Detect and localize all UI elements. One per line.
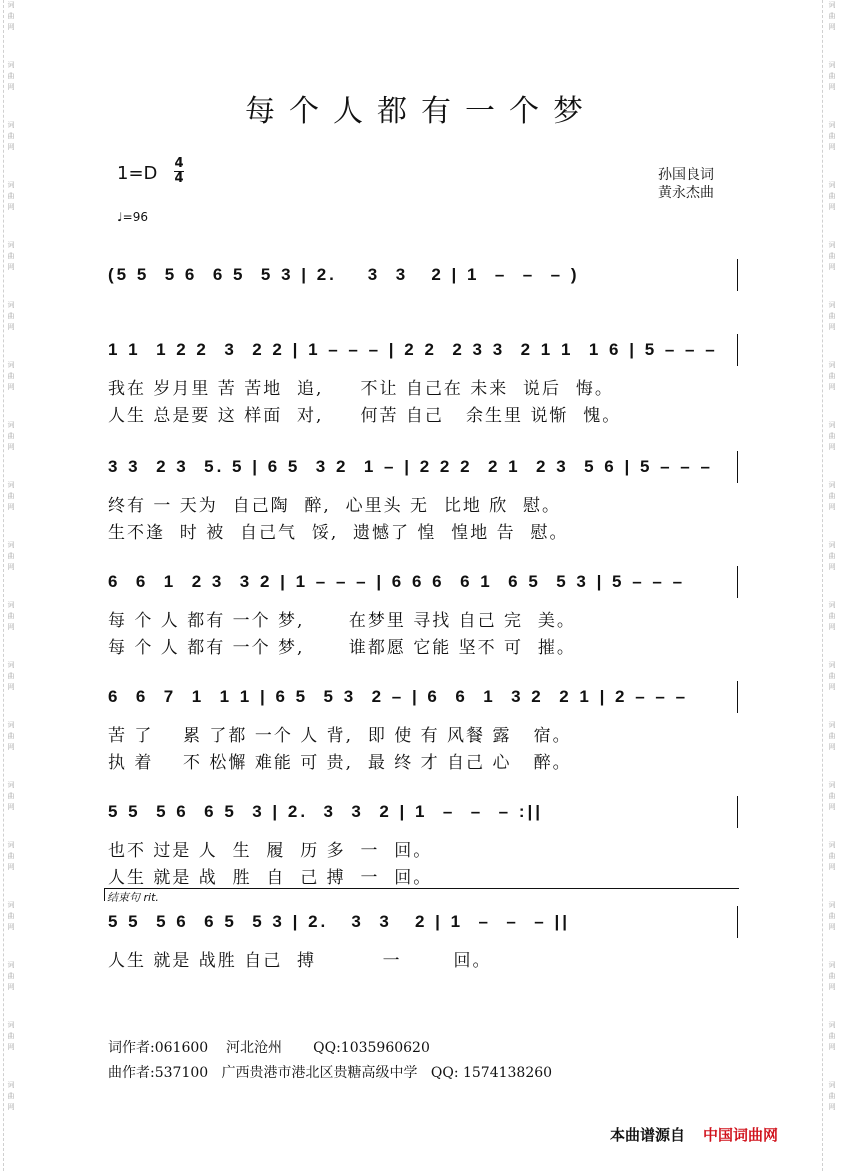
watermark-text: 词 曲 网 — [7, 361, 15, 391]
watermark-text: 词 曲 网 — [7, 961, 15, 991]
lyric-line: 执 着 不 松懈 难能 可 贵, 最 终 才 自己 心 醉。 — [108, 753, 572, 773]
time-signature — [174, 157, 184, 186]
left-border — [3, 0, 20, 1171]
bar-line — [737, 334, 738, 366]
watermark-text: 词 曲 网 — [828, 781, 836, 811]
watermark-text: 词 曲 网 — [828, 1081, 836, 1111]
tempo-marking: ♩=96 — [117, 210, 148, 224]
notation-line: 3 3 2 3 5. 5 | 6 5 3 2 1 – | 2 2 2 2 1 2 3 5 6 | 5 – – – — [108, 457, 713, 476]
watermark-text: 词 曲 网 — [7, 841, 15, 871]
notation-line: 6 6 1 2 3 3 2 | 1 – – – | 6 6 6 6 1 6 5 5 3 | 5 – – – — [108, 572, 686, 591]
watermark-text: 词 曲 网 — [7, 541, 15, 571]
lyric-line: 也不 过是 人 生 履 历 多 一 回。 — [108, 841, 433, 861]
lyric-line: 人生 总是要 这 样面 对, 何苦 自己 余生里 说惭 愧。 — [108, 406, 622, 426]
lyric-line: 苦 了 累 了都 一个 人 背, 即 使 有 风餐 露 宿。 — [108, 726, 572, 746]
bar-line — [737, 906, 738, 938]
source-attribution — [610, 1124, 778, 1145]
watermark-text: 词 曲 网 — [828, 541, 836, 571]
watermark-text: 词 曲 网 — [7, 301, 15, 331]
lyric-line: 人生 就是 战 胜 自 己 搏 一 回。 — [108, 868, 433, 888]
source-label: 本曲谱源自 — [610, 1126, 686, 1144]
watermark-text: 词 曲 网 — [828, 721, 836, 751]
watermark-text: 词 曲 网 — [828, 661, 836, 691]
bar-line — [737, 259, 738, 291]
watermark-text: 词 曲 网 — [7, 421, 15, 451]
watermark-text: 词 曲 网 — [828, 841, 836, 871]
watermark-text: 词 曲 网 — [828, 61, 836, 91]
watermark-text: 词 曲 网 — [828, 1, 836, 31]
watermark-text: 词 曲 网 — [7, 601, 15, 631]
composer-credit: 黄永杰曲 — [658, 185, 714, 201]
lyricist-contact: 词作者:061600 河北沧州 QQ:1035960620 — [108, 1040, 430, 1056]
watermark-text: 词 曲 网 — [828, 961, 836, 991]
watermark-text: 词 曲 网 — [828, 241, 836, 271]
key-signature: 1=D — [117, 163, 158, 184]
watermark-text: 词 曲 网 — [7, 61, 15, 91]
watermark-text: 词 曲 网 — [828, 901, 836, 931]
lyric-line: 终有 一 天为 自己陶 醉, 心里头 无 比地 欣 慰。 — [108, 496, 562, 516]
ending-marker: 结束句 rit. — [104, 888, 739, 901]
notation-line: 6 6 7 1 1 1 | 6 5 5 3 2 – | 6 6 1 3 2 2 1 | 2 – – – — [108, 687, 689, 706]
lyric-line: 我在 岁月里 苦 苦地 追, 不让 自己在 未来 说后 悔。 — [108, 379, 614, 399]
notation-line: 5 5 5 6 6 5 5 3 | 2. 3 3 2 | 1 – – – || — [108, 912, 570, 931]
notation-line: (5 5 5 6 6 5 5 3 | 2. 3 3 2 | 1 – – – ) — [108, 265, 580, 284]
notation-line: 5 5 5 6 6 5 3 | 2. 3 3 2 | 1 – – – :|| — [108, 802, 544, 821]
watermark-text: 词 曲 网 — [7, 781, 15, 811]
bar-line — [737, 796, 738, 828]
watermark-text: 词 曲 网 — [7, 1, 15, 31]
watermark-text: 词 曲 网 — [828, 601, 836, 631]
watermark-text: 词 曲 网 — [7, 121, 15, 151]
source-site-link[interactable]: 中国词曲网 — [703, 1126, 779, 1144]
watermark-text: 词 曲 网 — [828, 361, 836, 391]
watermark-text: 词 曲 网 — [7, 1081, 15, 1111]
watermark-text: 词 曲 网 — [828, 181, 836, 211]
bar-line — [737, 681, 738, 713]
watermark-text: 词 曲 网 — [7, 721, 15, 751]
lyric-line: 生不逢 时 被 自己气 馁, 遗憾了 惶 惶地 告 慰。 — [108, 523, 569, 543]
time-signature-top: 4 — [174, 156, 184, 171]
right-border — [822, 0, 839, 1171]
watermark-text: 词 曲 网 — [7, 181, 15, 211]
watermark-text: 词 曲 网 — [7, 661, 15, 691]
bar-line — [737, 451, 738, 483]
watermark-text: 词 曲 网 — [7, 901, 15, 931]
composer-contact: 曲作者:537100 广西贵港市港北区贵糖高级中学 QQ: 1574138260 — [108, 1065, 553, 1081]
watermark-text: 词 曲 网 — [828, 121, 836, 151]
watermark-text: 词 曲 网 — [828, 481, 836, 511]
bar-line — [737, 566, 738, 598]
notation-line: 1 1 1 2 2 3 2 2 | 1 – – – | 2 2 2 3 3 2 1 1 1 6 | 5 – – – — [108, 340, 718, 359]
score-title: 每个人都有一个梦 — [245, 94, 597, 129]
watermark-text: 词 曲 网 — [828, 421, 836, 451]
lyric-line: 人生 就是 战胜 自己 搏 一 回。 — [108, 951, 492, 971]
watermark-text: 词 曲 网 — [828, 301, 836, 331]
watermark-text: 词 曲 网 — [7, 1021, 15, 1051]
lyric-line: 每 个 人 都有 一个 梦, 在梦里 寻找 自己 完 美。 — [108, 611, 576, 631]
watermark-text: 词 曲 网 — [828, 1021, 836, 1051]
watermark-text: 词 曲 网 — [7, 241, 15, 271]
lyricist-credit: 孙国良词 — [658, 167, 714, 183]
watermark-text: 词 曲 网 — [7, 481, 15, 511]
lyric-line: 每 个 人 都有 一个 梦, 谁都愿 它能 坚不 可 摧。 — [108, 638, 576, 658]
time-signature-bottom: 4 — [174, 171, 184, 186]
